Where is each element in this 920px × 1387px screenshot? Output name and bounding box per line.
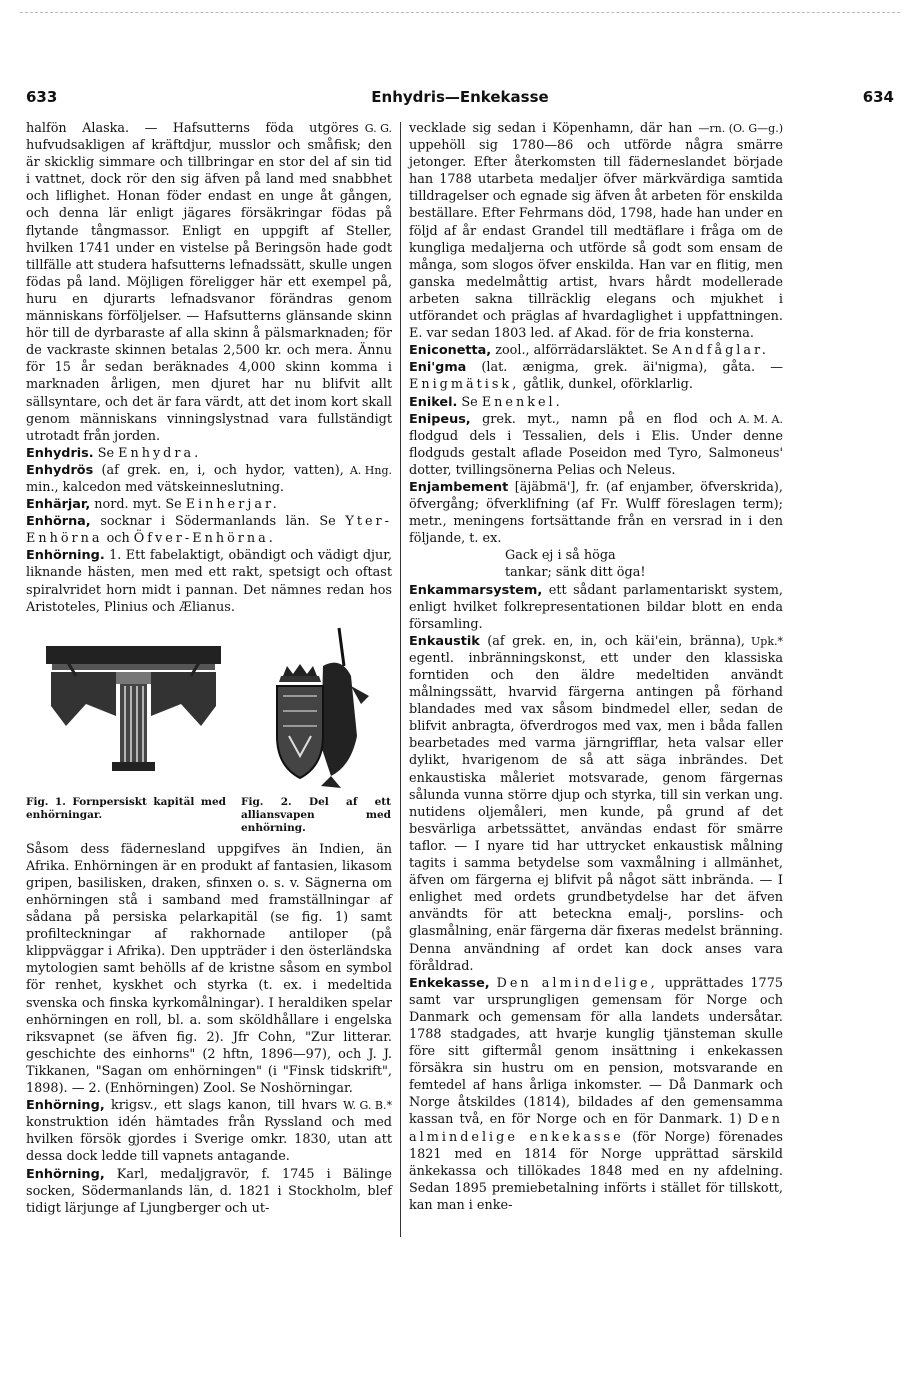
entry-text: 1. Ett fabelaktigt, obändigt och vädigt djur, liknande hästen, men med ett rakt, spetsigt och oftast spiralvridet horn midt i pannan. Det nämnes redan hos Aristoteles, Plinius och Ælianus. <box>26 548 392 615</box>
entry-text: (för Norge) förenades 1821 med en 1814 för Norge upprättad särskild änkekassa och tillökades 1848 med en ny afdelning. Sedan 1895 premiebetalning införts i stället för tillskott, kan man i enke- <box>409 1129 783 1213</box>
headword: Eni'gma <box>409 360 467 376</box>
cross-reference: Einherjar. <box>185 497 280 513</box>
entry-text: krigsv., ett slags kanon, till hvars konstruktion idén hämtades från Ryssland och med hvilken försök gjordes i Sverige omkr. 1830, utan att dessa dock ledde till vapnets antagande. <box>26 1098 392 1165</box>
page-number-left: 633 <box>26 88 58 106</box>
unicorn-coat-of-arms-illustration <box>261 626 371 791</box>
top-rule <box>20 12 900 13</box>
signature: G. G. <box>364 122 392 135</box>
entry-eniconetta <box>409 342 783 359</box>
headword: Enipeus, <box>409 411 471 427</box>
headword: Enjambement <box>409 479 509 495</box>
entry-text: Karl, medaljgravör, f. 1745 i Bälinge socken, Södermanlands län, d. 1821 i Stockholm, blef tidigt lärjunge af Ljungberger och ut- <box>26 1166 392 1216</box>
running-head: Enhydris—Enkekasse <box>371 88 549 106</box>
entry-enhydros <box>26 462 392 496</box>
headword: Enhydrös <box>26 462 94 478</box>
entry-text: upprättades 1775 samt var ursprungligen gemensam för Norge och Danmark och gemensam för alla landets undersåtar. 1788 stadgades, att hvarje kunglig tjänsteman skulle före sitt giftermål genom insättning i enkekassen försäkra sin hustru om en pension, motsvarande en femtedel af hans årliga inkomster. — Då Danmark och Norge åtskildes (1814), bildades af den gemensamma kassan två, en för Norge och en för Danmark. 1) <box>409 975 783 1128</box>
persian-capital-illustration <box>46 646 221 771</box>
entry-text: (lat. ænigma, grek. äi'nigma), gåta. — <box>466 360 783 376</box>
entry-enhydris <box>26 445 392 462</box>
signature: Upk.* <box>751 634 783 648</box>
entry-text: (af grek. en, in, och käi'ein, bränna), egentl. inbränningskonst, ett under den klassiska forntiden och den äldre medeltiden användt målningssätt, hvarvid färgerna antingen på förhand blandades med vax såsom bindmedel eller, sedan de blifvit anbragta, öfverdrogos med vax, men i båda fallen bearbetades med varma järngrifflar, heta valsar eller dylikt, hvarigenom de så att säga inbrändes. Det enkaustiska måleriet motsvarade, genom färgernas sålunda vunna större djup och styrka, till sin verkan ung. nutidens oljemåleri, men kunde, på grund af det besvärliga arbetssättet, användas endast för smärre taflor. — I nyare tid har uttrycket enkaustisk målning tagits i samma betydelse som vaxmålning i allmänhet, äfven om färgerna ej blifvit på något sätt inbrända. — I enlighet med ordets grundbetydelse har det äfven användts för att beteckna emalj-, porslins- och glasmålning, enär färgerna där fixeras medelst bränning. Denna användning af ordet kan dock anses vara föråldrad. <box>409 633 783 974</box>
entry-enkekasse <box>409 975 783 1214</box>
figure-2-caption: Fig. 2. Del af ett alliansvapen med enhörning. <box>241 795 391 834</box>
headword: Enikel. <box>409 394 458 410</box>
headword: Enhärjar, <box>26 497 91 513</box>
paragraph-text: vecklade sig sedan i Köpenhamn, där han uppehöll sig 1780—86 och utförde några smärre jetonger. Efter återkomsten till fäderneslandet började han 1788 utarbeta medaljer öfver märkvärdiga samtida tilldragelser och egnade sig äfven åt arbeten för enskilda beställare. Efter Fehrmans död, 1798, hade han under en följd af år endast Grandel till medtäflare i fråga om de kungliga medaljerna och utförde så godt som ensam de många, som slogos öfver enskilda. Han var en flitig, men ganska medelmåttig artist, hvars hårdt modellerade arbeten sakna tillräcklig elegans och mjukhet i utförandet och präglas af hvardaglighet i uppfattningen. E. var sedan 1803 led. af Akad. för de fria konsterna. <box>409 121 783 342</box>
signature: W. G. B.* <box>343 1099 392 1113</box>
headword: Enhörning, <box>26 1166 105 1182</box>
signature: —rn. (O. G—g.) <box>698 122 783 135</box>
entry-enhorning-1 <box>26 547 392 615</box>
entry-enkammarsystem <box>409 582 783 633</box>
headword: Enhörna, <box>26 514 91 530</box>
entry-text: Se <box>457 394 482 410</box>
subheadword: Den almindelige enkekasse <box>409 1112 783 1145</box>
figure-1-caption: Fig. 1. Fornpersiskt kapitäl med enhörningar. <box>26 795 226 821</box>
paragraph <box>409 120 783 342</box>
entry-text <box>490 976 497 991</box>
headword: Enkammarsystem, <box>409 582 543 598</box>
cross-reference: Öfver-Enhörna. <box>133 531 276 547</box>
headword: Eniconetta, <box>409 343 492 359</box>
verse-line: Gack ej i så höga <box>505 548 616 564</box>
paragraph <box>26 120 392 445</box>
entry-text: socknar i Södermanlands län. Se <box>90 514 346 530</box>
headword: Enhörning, <box>26 1098 105 1114</box>
headword: Enhydris. <box>26 445 94 461</box>
entry-enipeus <box>409 411 783 479</box>
entry-text: Se <box>93 445 119 461</box>
entry-enigma <box>409 359 783 393</box>
entry-enhorning-krigsv <box>26 1097 392 1165</box>
cross-reference: Enhydra. <box>118 445 202 461</box>
entry-enkaustik <box>409 633 783 975</box>
headword: Enhörning. <box>26 548 105 564</box>
signature: A. M. A. <box>738 412 783 426</box>
entry-text: grek. myt., namn på en flod och flodgud dels i Tessalien, dels i Elis. Under denne flodguds gestalt aflade Poseidon med Tyro, Salmoneus' dotter, tvillingsönerna Pelias och Neleus. <box>409 411 783 478</box>
subheadword: Den almindelige, <box>496 975 658 991</box>
entry-text: zool., alförrädarsläktet. Se <box>491 343 673 359</box>
page-header <box>26 88 894 108</box>
paragraph: Såsom dess fädernesland uppgifves än Indien, än Afrika. Enhörningen är en produkt af fantasien, likasom gripen, basilisken, draken, sfinxen o. s. v. Sägnerna om enhörningen stå i samband med framställningar af sådana på persiska pelarkapitäl (se fig. 1) samt profilteckningar af rakhornade antiloper (på klippväggar i Afrika). Den uppträder i den österländska mytologien samt behölls af de kristne såsom en symbol för renhet, kyskhet och styrka (t. ex. i medeltida svenska och finska kyrkomålningar). I heraldiken spelar enhörningen en roll, bl. a. som sköldhållare i engelska riksvapnet (se äfven fig. 2). Jfr Cohn, "Zur litterar. geschichte des einhorns" (2 hftn, 1896—97), och J. J. Tikkanen, "Sagan om enhörningen" (i "Finsk tidskrift", 1898). — 2. (Enhörningen) Zool. Se Noshörningar. <box>26 841 392 1097</box>
entry-enhorning-karl <box>26 1166 392 1217</box>
entry-text: och <box>102 531 134 547</box>
entry-text: nord. myt. Se <box>90 497 186 513</box>
headword: Enkaustik <box>409 633 480 649</box>
signature: A. Hng. <box>349 463 392 477</box>
left-column <box>26 120 392 1217</box>
column-divider <box>400 122 401 1237</box>
verse-line: tankar; sänk ditt öga! <box>505 565 646 581</box>
page-number-right: 634 <box>862 88 894 106</box>
cross-reference: Enenkel. <box>481 394 563 410</box>
paragraph-text: halfön Alaska. — Hafsutterns föda utgöres hufvudsakligen af kräftdjur, musslor och småfisk; den är skicklig simmare och tillbringar en stor del af sin tid i vattnet, dock rör den sig äfven på land med snabbhet och liflighet. Honan föder endast en unge åt gången, och denna lär enligt jägares försäkringar födas på flytande tångmassor. Enligt en uppgift af Steller, hvilken 1741 under en vistelse på Beringsön hade godt tillfälle att studera hafsutterns lefnadssätt, skulle ungen födas på land. Möjligen föreligger här ett exempel på, huru en djurarts lefnadsvanor förändras genom människans förföljelser. — Hafsutterns glänsande skinn hör till de dyrbaraste af alla skinn å pälsmarknaden; för de vackraste skinnen betalas 2,500 kr. och mera. Ännu för 15 år sedan beräknades 4,000 skinn komma i marknaden årligen, men djuret har nu blifvit allt sällsyntare, och det är fara värdt, att det inom kort skall genom människans vinningslystnad vara fullständigt utrotadt från jorden. <box>26 121 392 444</box>
cross-reference: Andfåglar. <box>672 343 769 359</box>
subheadword: Enigmätisk, <box>409 377 520 393</box>
entry-enjambement <box>409 479 783 547</box>
entry-text: gåtlik, dunkel, oförklarlig. <box>519 377 693 393</box>
entry-enikel <box>409 394 783 411</box>
right-column <box>409 120 783 1214</box>
entry-text: ett sådant parlamentariskt system, enligt hvilket folkrepresentationen bildar blott en enda församling. <box>409 582 783 632</box>
figures <box>26 616 392 841</box>
headword: Enkekasse, <box>409 975 490 991</box>
cross-reference: Yter-Enhörna <box>26 514 392 547</box>
entry-enharjar <box>26 496 392 513</box>
entry-text: [äjäbmä'], fr. (af enjamber, öfverskrida), öfvergång; öfverklifning (af Fr. Wulff föreslagen term); metr., meningens fortsättande från en versrad in i den följande, t. ex. <box>409 479 783 547</box>
entry-enhorna <box>26 513 392 547</box>
entry-text: (af grek. en, i, och hydor, vatten), min., kalcedon med vätskeinneslutning. <box>26 462 344 495</box>
